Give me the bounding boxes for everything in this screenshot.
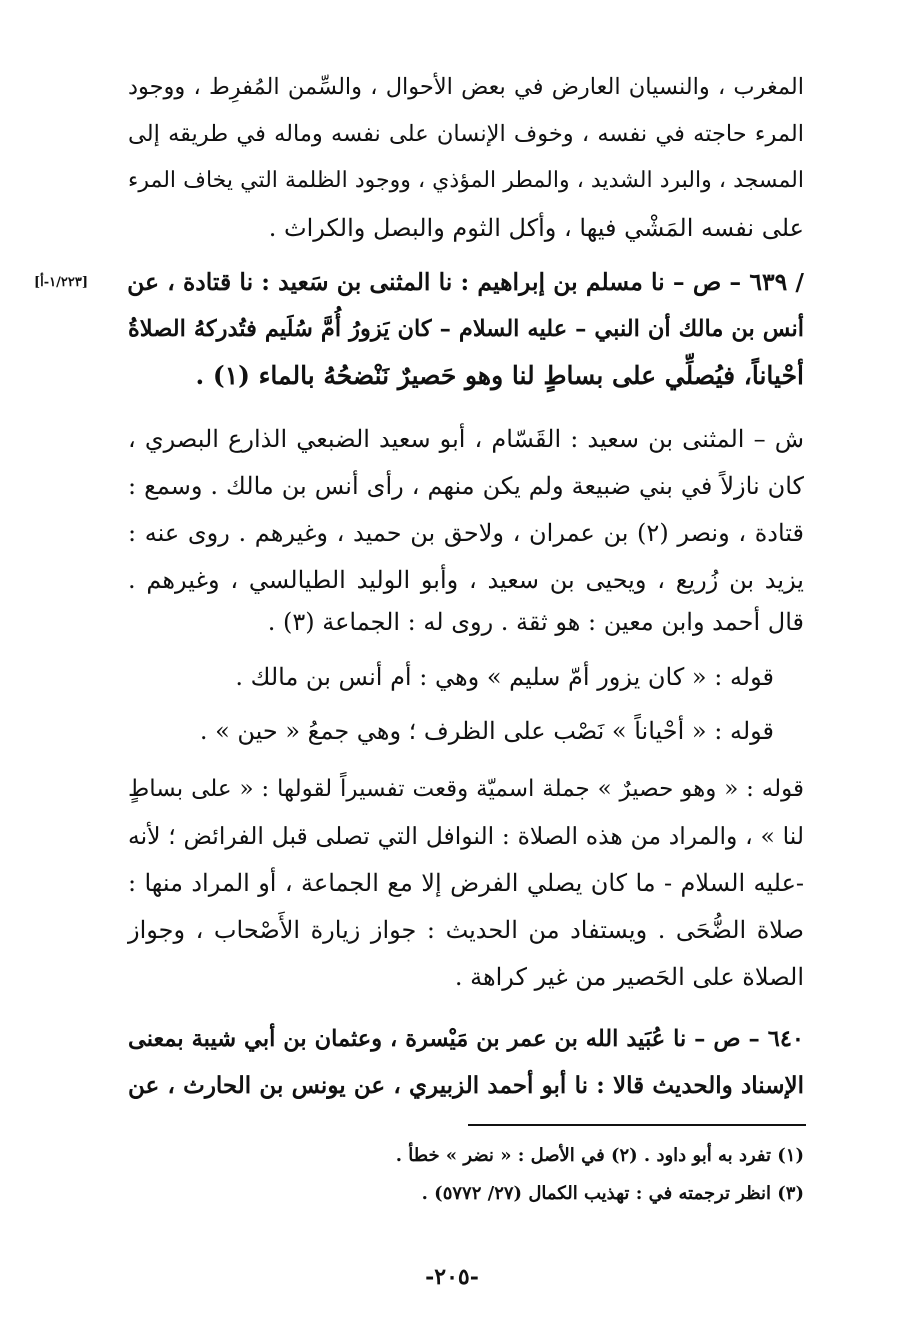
- text-line: المسجد ، والبرد الشديد ، والمطر المؤذي ، ووجود الظلمة التي يخاف المرء: [128, 168, 804, 193]
- text-line: ش – المثنى بن سعيد : القَسّام ، أبو سعيد الضبعي الذارع البصري ،: [128, 425, 804, 453]
- text-line: المرء حاجته في نفسه ، وخوف الإنسان على نفسه وماله في طريقه إلى: [128, 121, 804, 147]
- qawluhu-line: قوله : « أحْياناً » نَصْب على الظرف ؛ وهي جمعُ « حين » .: [199, 717, 774, 745]
- text-line: [128, 660, 804, 694]
- text-line: قتادة ، ونصر (٢) بن عمران ، ولاحق بن حميد ، وغيرهم . روى عنه :: [128, 519, 805, 547]
- text-line: الصلاة على الحَصير من غير كراهة .: [454, 963, 804, 991]
- page-number: -٢٠٥-: [425, 1264, 479, 1290]
- text-line: صلاة الضُّحَى . ويستفاد من الحديث : جواز زيارة الأَصْحاب ، وجواز: [128, 916, 804, 944]
- text-line: كان نازلاً في بني ضبيعة ولم يكن منهم ، رأى أنس بن مالك . وسمع :: [128, 472, 804, 500]
- text-line: على نفسه المَشْي فيها ، وأكل الثوم والبصل والكراث .: [268, 214, 804, 242]
- hadith-line: / ٦٣٩ – ص – نا مسلم بن إبراهيم : نا المثنى بن سَعيد : نا قتادة ، عن: [127, 268, 804, 296]
- hadith-line: أنس بن مالك أن النبي – عليه السلام – كان يَزورُ أُمَّ سُلَيم فتُدركهُ الصلاةُ: [128, 316, 804, 342]
- text-line: يزيد بن زُريع ، ويحيى بن سعيد ، وأبو الوليد الطيالسي ، وغيرهم .: [128, 566, 804, 594]
- hadith-line: ٦٤٠ – ص – نا عُبَيد الله بن عمر بن مَيْسرة ، وعثمان بن أبي شيبة بمعنى: [128, 1026, 804, 1052]
- text-line: -عليه السلام - ما كان يصلي الفرض إلا مع الجماعة ، أو المراد منها :: [128, 869, 804, 897]
- text-line: لنا » ، والمراد من هذه الصلاة : النوافل التي تصلى قبل الفرائض ؛ لأنه: [128, 822, 804, 850]
- footnote: (٣) انظر ترجمته في : تهذيب الكمال (٢٧/ ٥٧٧٢) .: [421, 1183, 804, 1204]
- margin-reference: [١/٢٢٣-أ]: [34, 275, 89, 290]
- footnote-divider: [468, 1124, 806, 1126]
- hadith-line: أحْياناً، فيُصلِّي على بساطٍ لنا وهو حَصيرٌ نَنْضحُهُ بالماء (١) .: [195, 361, 804, 390]
- text-line: [128, 714, 804, 748]
- footnote: (١) تفرد به أبو داود . (٢) في الأصل : « نضر » خطأ .: [395, 1145, 804, 1166]
- text-line: قال أحمد وابن معين : هو ثقة . روى له : الجماعة (٣) .: [267, 608, 804, 636]
- hadith-line: الإسناد والحديث قالا : نا أبو أحمد الزبيري ، عن يونس بن الحارث ، عن: [128, 1072, 804, 1099]
- text-line: قوله : « وهو حصيرٌ » جملة اسميّة وقعت تفسيراً لقولها : « على بساطٍ: [128, 776, 804, 802]
- qawluhu-line: قوله : « كان يزور أمّ سليم » وهي : أم أنس بن مالك .: [235, 663, 774, 691]
- text-line: المغرب ، والنسيان العارض في بعض الأحوال ، والسِّمن المُفرِط ، ووجود: [128, 74, 804, 100]
